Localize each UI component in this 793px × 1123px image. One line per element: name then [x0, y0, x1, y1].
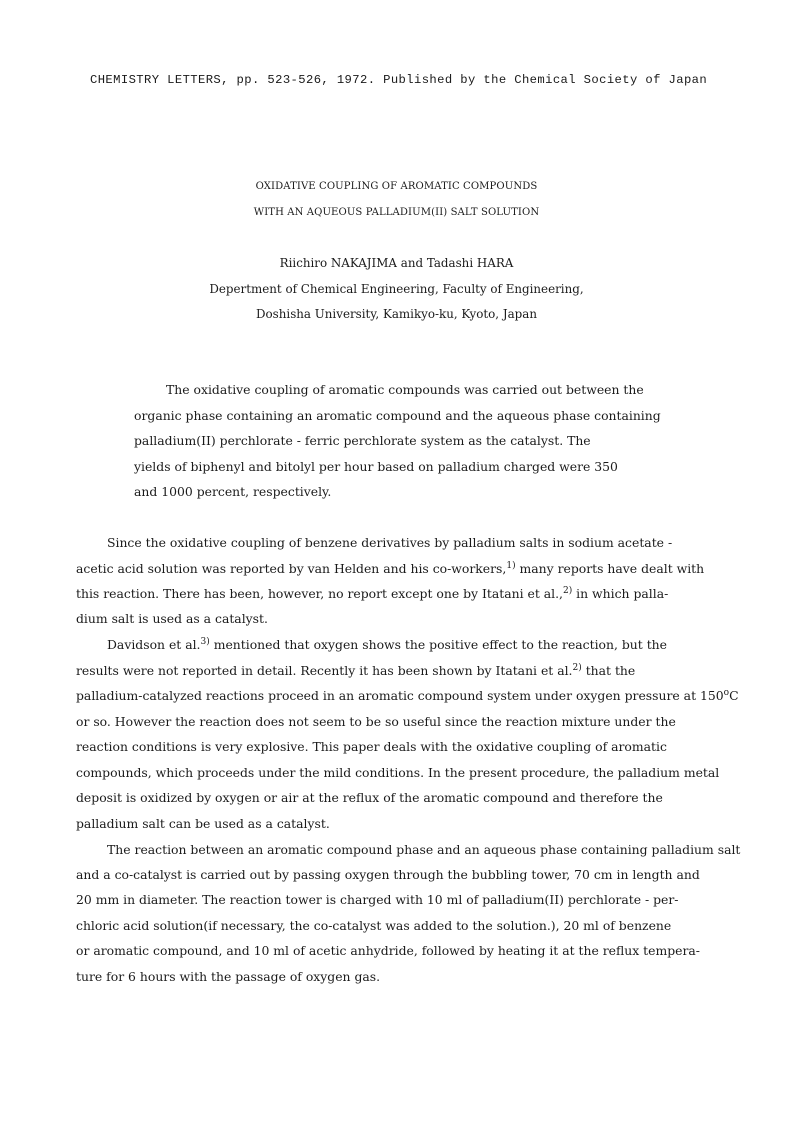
journal-header: CHEMISTRY LETTERS, pp. 523-526, 1972. Published by the Chemical Society of Japan [90, 73, 708, 87]
body-line: results were not reported in detail. Recently it has been shown by Itatani et al.$^{2)}$ that the [76, 663, 636, 678]
degree-sign: o [723, 688, 730, 698]
body-line: palladium-catalyzed reactions proceed in an aromatic compound system under oxygen pressure at 150$^o$C [76, 688, 739, 703]
body-line: or aromatic compound, and 10 ml of acetic anhydride, followed by heating it at the reflux tempera- [76, 943, 700, 958]
body-line: and a co-catalyst is carried out by passing oxygen through the bubbling tower, 70 cm in length and [76, 867, 700, 882]
abstract-line: The oxidative coupling of aromatic compounds was carried out between the [166, 382, 644, 397]
body-line: dium salt is used as a catalyst. [76, 611, 268, 626]
authors: Riichiro NAKAJIMA and Tadashi HARA [279, 255, 514, 270]
body-line: this reaction. There has been, however, no report except one by Itatani et al.,$^{2)}$ in which palla- [76, 586, 669, 601]
body-line: deposit is oxidized by oxygen or air at the reflux of the aromatic compound and therefore the [76, 790, 663, 805]
affiliation-line-1: Depertment of Chemical Engineering, Faculty of Engineering, [209, 281, 584, 296]
abstract-line: and 1000 percent, respectively. [134, 484, 332, 499]
abstract-line: yields of biphenyl and bitolyl per hour based on palladium charged were 350 [134, 459, 618, 474]
body-line: Davidson et al.$^{3)}$ mentioned that oxygen shows the positive effect to the reaction, but the [107, 637, 667, 652]
body-line: chloric acid solution(if necessary, the co-catalyst was added to the solution.), 20 ml of benzene [76, 918, 672, 933]
body-line: Since the oxidative coupling of benzene derivatives by palladium salts in sodium acetate - [107, 535, 673, 550]
body-line: acetic acid solution was reported by van Helden and his co-workers,$^{1)}$ many reports have dealt with [76, 561, 705, 576]
body-line: ture for 6 hours with the passage of oxygen gas. [76, 969, 381, 984]
body-line: reaction conditions is very explosive. This paper deals with the oxidative coupling of aromatic [76, 739, 667, 754]
body-line: compounds, which proceeds under the mild conditions. In the present procedure, the palladium metal [76, 765, 720, 780]
citation-ref: 3) [200, 637, 210, 647]
abstract-line: organic phase containing an aromatic compound and the aqueous phase containing [134, 408, 661, 423]
affiliation-line-2: Doshisha University, Kamikyo-ku, Kyoto, Japan [256, 306, 537, 321]
body-line: 20 mm in diameter. The reaction tower is charged with 10 ml of palladium(II) perchlorate - per- [76, 892, 679, 907]
body-line: or so. However the reaction does not seem to be so useful since the reaction mixture under the [76, 714, 676, 729]
citation-ref: 2) [562, 586, 573, 596]
paper-title-line-1: OXIDATIVE COUPLING OF AROMATIC COMPOUNDS [255, 180, 538, 192]
citation-ref: 2) [572, 663, 582, 673]
body-line: palladium salt can be used as a catalyst. [76, 816, 330, 831]
paper-title-line-2: WITH AN AQUEOUS PALLADIUM(II) SALT SOLUTION [253, 206, 540, 218]
body-line: The reaction between an aromatic compound phase and an aqueous phase containing palladium salt [107, 842, 741, 857]
abstract-line: palladium(II) perchlorate - ferric perchlorate system as the catalyst. The [134, 433, 591, 448]
citation-ref: 1) [506, 561, 516, 571]
